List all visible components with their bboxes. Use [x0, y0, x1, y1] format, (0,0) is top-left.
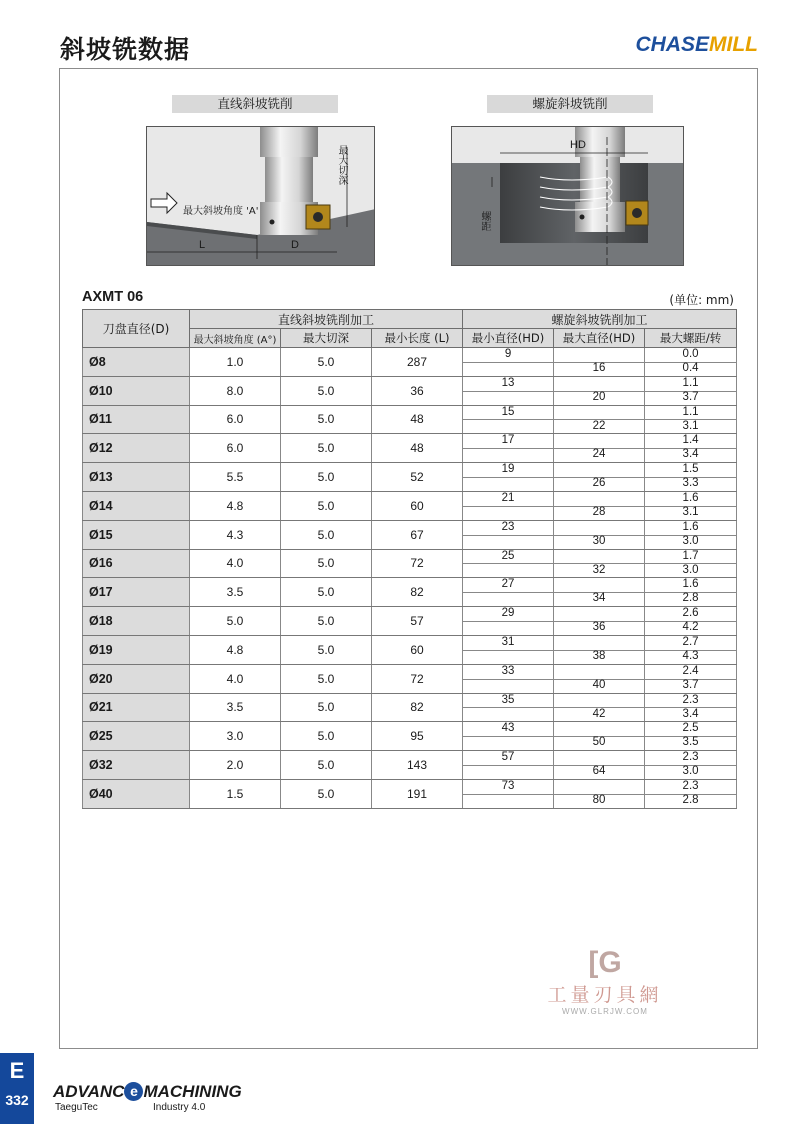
table-row	[83, 607, 737, 636]
max-hd-cell-lower: 36	[592, 621, 606, 634]
table-row	[83, 664, 737, 693]
min-length-cell: 57	[372, 607, 463, 636]
max-pitch-cell-upper: 1.1	[682, 405, 699, 418]
min-hd-cell-upper: 9	[504, 348, 512, 360]
max-pitch-cell	[645, 520, 737, 549]
table-row	[83, 463, 737, 492]
table-row	[83, 520, 737, 549]
min-length-cell: 287	[372, 348, 463, 377]
min-hd-cell	[463, 376, 554, 405]
max-hd-cell	[554, 664, 645, 693]
header-max-angle: 最大斜坡角度 (A°)	[190, 329, 281, 348]
max-depth-cell: 5.0	[281, 578, 372, 607]
min-hd-cell-upper: 25	[501, 549, 515, 562]
max-hd-cell	[554, 693, 645, 722]
max-hd-cell-lower: 16	[592, 362, 606, 374]
max-angle-cell: 3.0	[190, 722, 281, 751]
diameter-cell: Ø19	[83, 635, 190, 664]
diameter-cell: Ø12	[83, 434, 190, 463]
max-pitch-cell-upper: 1.6	[682, 520, 699, 533]
table-row	[83, 348, 737, 377]
diameter-cell: Ø10	[83, 376, 190, 405]
min-hd-cell	[463, 751, 554, 780]
max-angle-cell: 4.3	[190, 520, 281, 549]
max-pitch-cell	[645, 751, 737, 780]
max-angle-cell: 4.8	[190, 491, 281, 520]
max-ramp-angle-label: 最大斜坡角度 'A'	[183, 206, 259, 217]
table-row	[83, 578, 737, 607]
watermark	[535, 946, 675, 1016]
min-length-cell: 82	[372, 578, 463, 607]
min-length-cell: 48	[372, 434, 463, 463]
min-hd-cell-upper: 73	[501, 779, 515, 792]
brand-accent: MILL	[709, 33, 758, 56]
helical-ramp-caption: 螺旋斜坡铣削	[487, 95, 653, 113]
max-pitch-cell-lower: 3.4	[682, 448, 699, 461]
min-hd-cell-upper: 31	[501, 635, 515, 648]
max-angle-cell: 6.0	[190, 434, 281, 463]
max-pitch-cell	[645, 664, 737, 693]
d-dimension-label: D	[291, 239, 299, 251]
min-length-cell: 36	[372, 376, 463, 405]
max-pitch-cell	[645, 693, 737, 722]
max-depth-cell: 5.0	[281, 520, 372, 549]
max-pitch-cell-lower: 3.0	[682, 563, 699, 576]
diameter-cell: Ø32	[83, 751, 190, 780]
max-hd-cell	[554, 405, 645, 434]
min-hd-cell	[463, 520, 554, 549]
max-pitch-cell-upper: 2.5	[682, 722, 699, 735]
max-hd-cell	[554, 520, 645, 549]
max-hd-cell	[554, 607, 645, 636]
max-depth-cell: 5.0	[281, 405, 372, 434]
max-hd-cell-lower: 30	[592, 534, 606, 547]
brand-main: CHASE	[635, 33, 710, 56]
footer-brand-right: MACHINING	[143, 1082, 242, 1101]
max-hd-cell	[554, 779, 645, 808]
max-angle-cell: 3.5	[190, 578, 281, 607]
page-number: 332	[5, 1092, 29, 1108]
min-hd-cell	[463, 578, 554, 607]
max-angle-cell: 4.0	[190, 664, 281, 693]
max-depth-cell: 5.0	[281, 434, 372, 463]
max-pitch-cell-lower: 3.5	[682, 736, 699, 749]
max-depth-cell: 5.0	[281, 722, 372, 751]
min-hd-cell	[463, 635, 554, 664]
max-pitch-cell	[645, 635, 737, 664]
max-hd-cell-lower: 80	[592, 793, 606, 806]
max-pitch-cell-lower: 3.1	[682, 505, 699, 518]
max-angle-cell: 3.5	[190, 693, 281, 722]
diameter-cell: Ø8	[83, 348, 190, 377]
min-length-cell: 82	[372, 693, 463, 722]
header-diameter: 刀盘直径(D)	[83, 310, 190, 348]
l-dimension-label: L	[199, 239, 206, 251]
min-hd-cell-upper: 23	[501, 520, 515, 533]
max-angle-cell: 4.0	[190, 549, 281, 578]
header-helical-group: 螺旋斜坡铣削加工	[463, 310, 737, 329]
max-depth-cell: 5.0	[281, 635, 372, 664]
section-tab	[0, 1053, 34, 1124]
min-hd-cell	[463, 463, 554, 492]
max-hd-cell-lower: 32	[592, 563, 606, 576]
min-length-cell: 143	[372, 751, 463, 780]
max-hd-cell	[554, 635, 645, 664]
watermark-url: WWW.GLRJW.COM	[562, 1007, 648, 1016]
chasemill-logo	[636, 33, 759, 57]
min-hd-cell	[463, 348, 554, 377]
min-hd-cell-upper: 29	[501, 607, 515, 620]
min-hd-cell	[463, 607, 554, 636]
max-pitch-cell-lower: 3.0	[682, 765, 699, 778]
max-depth-cell: 5.0	[281, 751, 372, 780]
table-row	[83, 693, 737, 722]
watermark-text: 工量刃具網	[547, 984, 663, 1006]
header-max-pitch: 最大螺距/转	[645, 329, 737, 348]
max-hd-cell	[554, 578, 645, 607]
helical-ramp-illustration	[452, 127, 684, 266]
max-hd-cell	[554, 722, 645, 751]
table-row	[83, 722, 737, 751]
max-hd-cell-lower: 50	[592, 736, 606, 749]
table-row	[83, 779, 737, 808]
diameter-cell: Ø14	[83, 491, 190, 520]
max-pitch-cell	[645, 607, 737, 636]
max-pitch-cell	[645, 405, 737, 434]
max-hd-cell-lower: 26	[592, 477, 606, 490]
min-length-cell: 48	[372, 405, 463, 434]
min-hd-cell	[463, 434, 554, 463]
table-row	[83, 549, 737, 578]
max-hd-cell	[554, 463, 645, 492]
min-hd-cell-upper: 27	[501, 578, 515, 591]
min-hd-cell-upper: 35	[501, 693, 515, 706]
max-pitch-cell-lower: 3.1	[682, 419, 699, 432]
max-angle-cell: 5.0	[190, 607, 281, 636]
max-angle-cell: 2.0	[190, 751, 281, 780]
max-pitch-cell	[645, 463, 737, 492]
unit-label: (单位: mm)	[669, 293, 734, 307]
max-hd-cell-lower: 40	[592, 678, 606, 691]
pitch-label: 螺距	[479, 211, 490, 231]
header-linear-group: 直线斜坡铣削加工	[190, 310, 463, 329]
advanced-machining-logo	[53, 1082, 242, 1102]
max-hd-cell-lower: 38	[592, 649, 606, 662]
max-pitch-cell-lower: 2.8	[682, 592, 699, 605]
footer-brand-left: ADVANC	[53, 1082, 125, 1101]
max-angle-cell: 6.0	[190, 405, 281, 434]
max-angle-cell: 1.0	[190, 348, 281, 377]
min-length-cell: 67	[372, 520, 463, 549]
max-hd-cell-lower: 28	[592, 505, 606, 518]
diameter-cell: Ø25	[83, 722, 190, 751]
min-hd-cell-upper: 15	[501, 405, 515, 418]
max-pitch-cell-upper: 1.5	[682, 463, 699, 476]
min-length-cell: 95	[372, 722, 463, 751]
table-row	[83, 434, 737, 463]
max-hd-cell	[554, 376, 645, 405]
footer-industry: Industry 4.0	[153, 1102, 206, 1113]
diameter-cell: Ø11	[83, 405, 190, 434]
max-pitch-cell-lower: 4.2	[682, 621, 699, 634]
footer-taegutec: TaeguTec	[55, 1102, 98, 1113]
ramping-data-table	[82, 309, 737, 809]
max-angle-cell: 4.8	[190, 635, 281, 664]
max-hd-cell-lower: 64	[592, 765, 606, 778]
max-depth-cell: 5.0	[281, 491, 372, 520]
max-depth-cell: 5.0	[281, 549, 372, 578]
min-hd-cell-upper: 43	[501, 722, 515, 735]
diameter-cell: Ø15	[83, 520, 190, 549]
diameter-cell: Ø17	[83, 578, 190, 607]
max-hd-cell-lower: 34	[592, 592, 606, 605]
min-length-cell: 72	[372, 664, 463, 693]
max-hd-cell-lower: 20	[592, 390, 606, 403]
max-pitch-cell-lower: 3.3	[682, 477, 699, 490]
diameter-cell: Ø16	[83, 549, 190, 578]
max-pitch-cell	[645, 491, 737, 520]
hd-dimension-label: HD	[570, 139, 586, 151]
diameter-cell: Ø18	[83, 607, 190, 636]
max-pitch-cell-upper: 0.0	[682, 348, 699, 360]
linear-ramp-diagram	[146, 126, 375, 266]
table-row	[83, 751, 737, 780]
max-pitch-cell-lower: 3.4	[682, 707, 699, 720]
max-depth-cell: 5.0	[281, 693, 372, 722]
max-depth-label: 最大切深	[336, 145, 347, 185]
max-hd-cell	[554, 491, 645, 520]
max-hd-cell-lower: 24	[592, 448, 606, 461]
min-hd-cell	[463, 693, 554, 722]
max-hd-cell	[554, 751, 645, 780]
max-pitch-cell	[645, 549, 737, 578]
table-row	[83, 376, 737, 405]
min-hd-cell	[463, 549, 554, 578]
max-depth-cell: 5.0	[281, 779, 372, 808]
diameter-cell: Ø40	[83, 779, 190, 808]
diameter-cell: Ø21	[83, 693, 190, 722]
min-hd-cell	[463, 664, 554, 693]
max-angle-cell: 1.5	[190, 779, 281, 808]
min-length-cell: 72	[372, 549, 463, 578]
min-length-cell: 60	[372, 491, 463, 520]
max-pitch-cell	[645, 578, 737, 607]
watermark-logo: [G	[588, 946, 622, 979]
max-pitch-cell	[645, 434, 737, 463]
max-hd-cell	[554, 348, 645, 377]
max-pitch-cell-upper: 1.6	[682, 491, 699, 504]
max-pitch-cell-upper: 2.3	[682, 751, 699, 764]
max-depth-cell: 5.0	[281, 376, 372, 405]
max-hd-cell-lower: 42	[592, 707, 606, 720]
max-pitch-cell-upper: 1.6	[682, 578, 699, 591]
helical-ramp-diagram	[451, 126, 684, 266]
min-hd-cell	[463, 491, 554, 520]
max-pitch-cell	[645, 348, 737, 377]
header-max-dia: 最大直径(HD)	[554, 329, 645, 348]
table-title: AXMT 06	[82, 289, 144, 305]
diameter-cell: Ø13	[83, 463, 190, 492]
max-pitch-cell-upper: 2.4	[682, 664, 699, 677]
max-hd-cell	[554, 549, 645, 578]
max-pitch-cell-lower: 0.4	[682, 362, 699, 374]
max-depth-cell: 5.0	[281, 607, 372, 636]
min-length-cell: 191	[372, 779, 463, 808]
header-min-dia: 最小直径(HD)	[463, 329, 554, 348]
header-max-depth: 最大切深	[281, 329, 372, 348]
max-angle-cell: 8.0	[190, 376, 281, 405]
max-angle-cell: 5.5	[190, 463, 281, 492]
min-length-cell: 60	[372, 635, 463, 664]
max-depth-cell: 5.0	[281, 348, 372, 377]
min-hd-cell	[463, 779, 554, 808]
max-pitch-cell-lower: 3.7	[682, 678, 699, 691]
max-pitch-cell-lower: 2.8	[682, 793, 699, 806]
min-hd-cell-upper: 19	[501, 463, 515, 476]
table-row	[83, 635, 737, 664]
table-row	[83, 491, 737, 520]
max-pitch-cell-lower: 4.3	[682, 649, 699, 662]
max-pitch-cell	[645, 722, 737, 751]
min-hd-cell	[463, 722, 554, 751]
max-pitch-cell-lower: 3.7	[682, 390, 699, 403]
min-hd-cell	[463, 405, 554, 434]
section-letter: E	[9, 1058, 25, 1083]
min-hd-cell-upper: 21	[501, 491, 515, 504]
linear-ramp-caption: 直线斜坡铣削	[172, 95, 338, 113]
max-pitch-cell-upper: 1.1	[682, 376, 699, 389]
max-pitch-cell-upper: 2.7	[682, 635, 699, 648]
max-pitch-cell-upper: 1.7	[682, 549, 699, 562]
min-hd-cell-upper: 13	[501, 376, 515, 389]
max-pitch-cell-upper: 1.4	[682, 434, 699, 447]
max-hd-cell	[554, 434, 645, 463]
max-depth-cell: 5.0	[281, 664, 372, 693]
max-pitch-cell-upper: 2.3	[682, 779, 699, 792]
max-pitch-cell	[645, 376, 737, 405]
max-hd-cell-lower: 22	[592, 419, 606, 432]
header-min-length: 最小长度 (L)	[372, 329, 463, 348]
table-row	[83, 405, 737, 434]
max-depth-cell: 5.0	[281, 463, 372, 492]
min-hd-cell-upper: 33	[501, 664, 515, 677]
min-length-cell: 52	[372, 463, 463, 492]
max-pitch-cell-upper: 2.3	[682, 693, 699, 706]
footer-brand-e: e	[124, 1082, 143, 1101]
max-pitch-cell	[645, 779, 737, 808]
max-pitch-cell-upper: 2.6	[682, 607, 699, 620]
max-pitch-cell-lower: 3.0	[682, 534, 699, 547]
min-hd-cell-upper: 17	[501, 434, 515, 447]
min-hd-cell-upper: 57	[501, 751, 515, 764]
diameter-cell: Ø20	[83, 664, 190, 693]
page-title: 斜坡铣数据	[60, 35, 191, 64]
